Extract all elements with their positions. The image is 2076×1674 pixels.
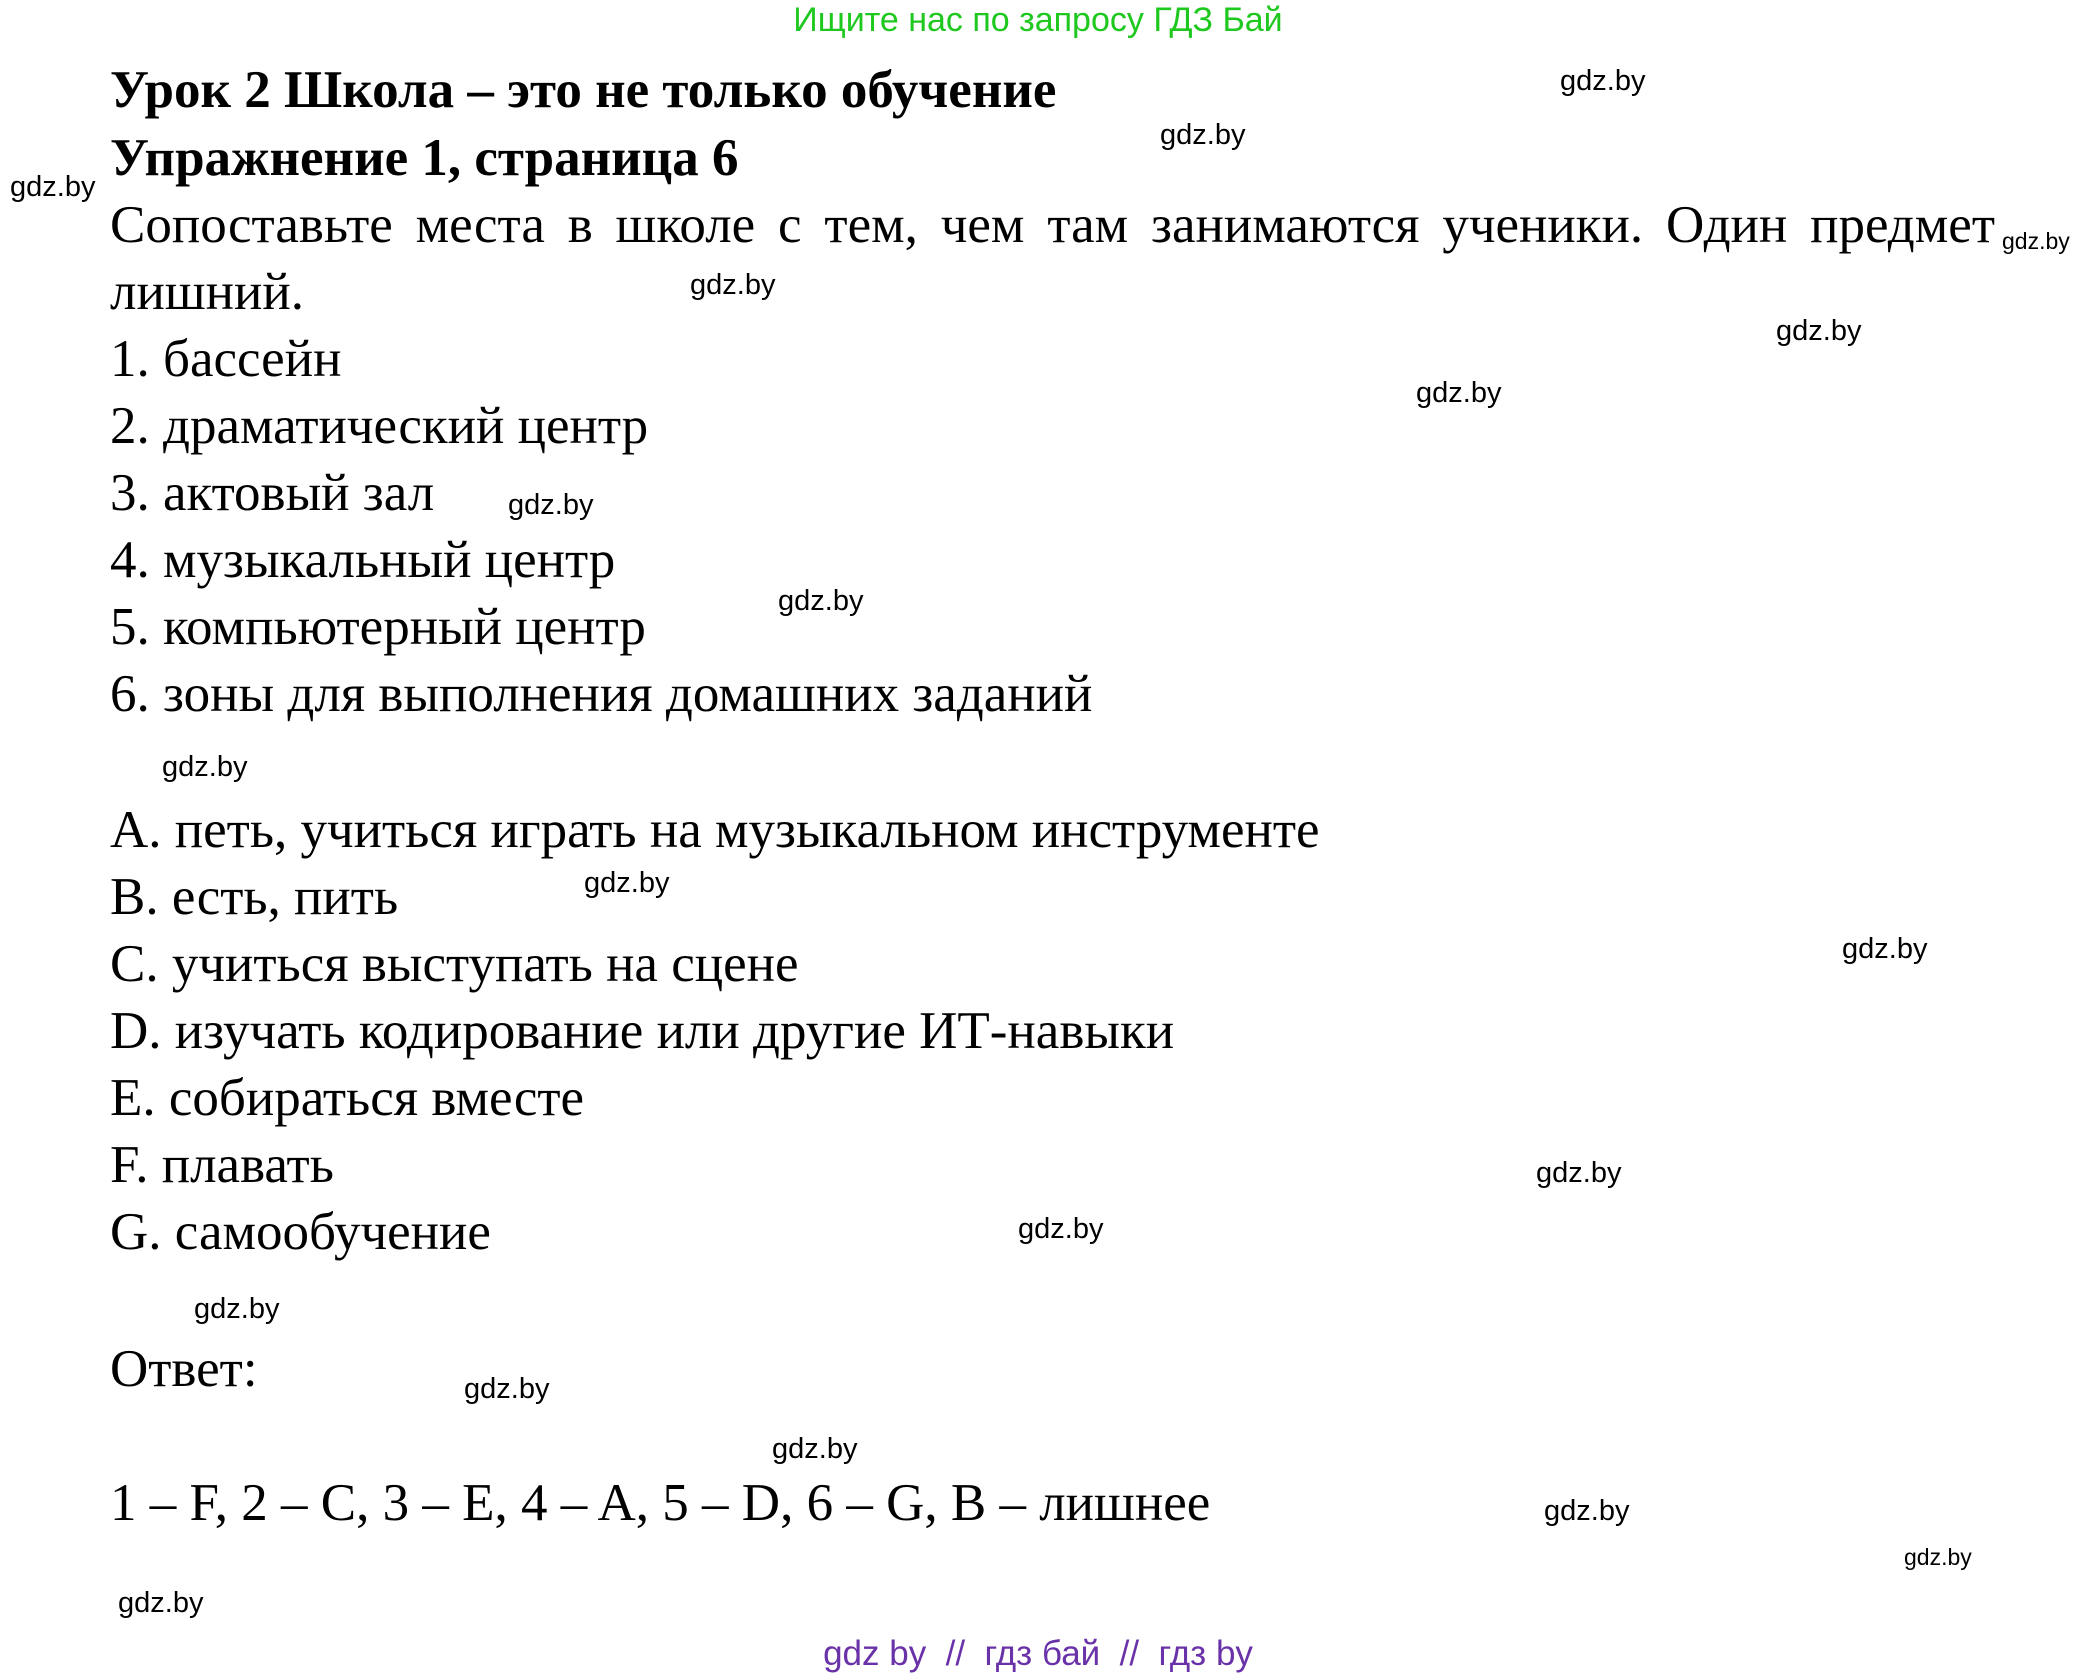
watermark: gdz.by [584,867,670,899]
activities-list [110,797,1320,1266]
footer-links: gdz by // гдз бай // гдз by [823,1634,1253,1673]
list-item: C. учиться выступать на сцене [110,935,799,993]
watermark: gdz.by [2002,228,2070,254]
watermark: gdz.by [772,1433,858,1465]
list-item: 4. музыкальный центр [110,531,616,589]
watermark: gdz.by [162,751,248,783]
list-item: E. собираться вместе [110,1069,585,1127]
list-item: G. самообучение [110,1203,491,1261]
list-item: A. петь, учиться играть на музыкальном инструменте [110,801,1320,859]
watermark: gdz.by [1536,1157,1622,1189]
list-item: 5. компьютерный центр [110,598,646,656]
watermark: gdz.by [1904,1544,1972,1570]
watermark: gdz.by [10,171,96,203]
task-text: Сопоставьте места в школе с тем, чем там занимаются ученики. Один предмет лишний. [110,196,1995,321]
places-list [110,326,1092,728]
lesson-title: Урок 2 Школа – это не только обучение [110,61,1057,119]
watermark: gdz.by [1776,315,1862,347]
watermark: gdz.by [1560,65,1646,97]
list-item: 1. бассейн [110,330,342,388]
watermark: gdz.by [194,1293,280,1325]
watermark: gdz.by [690,269,776,301]
answer-label: Ответ: [110,1340,258,1398]
exercise-title: Упражнение 1, страница 6 [110,129,739,187]
watermark: gdz.by [1544,1495,1630,1527]
list-item: D. изучать кодирование или другие ИТ-навыки [110,1002,1175,1060]
watermark: gdz.by [778,585,864,617]
list-item: F. плавать [110,1136,334,1194]
watermark: gdz.by [118,1587,204,1619]
watermark: gdz.by [1842,933,1928,965]
list-item: 6. зоны для выполнения домашних заданий [110,665,1093,723]
list-item: 2. драматический центр [110,397,649,455]
list-item: 3. актовый зал [110,464,435,522]
watermark: gdz.by [1416,377,1502,409]
search-banner: Ищите нас по запросу ГДЗ Бай [793,1,1283,39]
answer-text: 1 – F, 2 – C, 3 – E, 4 – A, 5 – D, 6 – G, B – лишнее [110,1474,1211,1532]
watermark: gdz.by [1160,119,1246,151]
watermark: gdz.by [1018,1213,1104,1245]
list-item: B. есть, пить [110,868,399,926]
watermark: gdz.by [464,1373,550,1405]
watermark: gdz.by [508,489,594,521]
